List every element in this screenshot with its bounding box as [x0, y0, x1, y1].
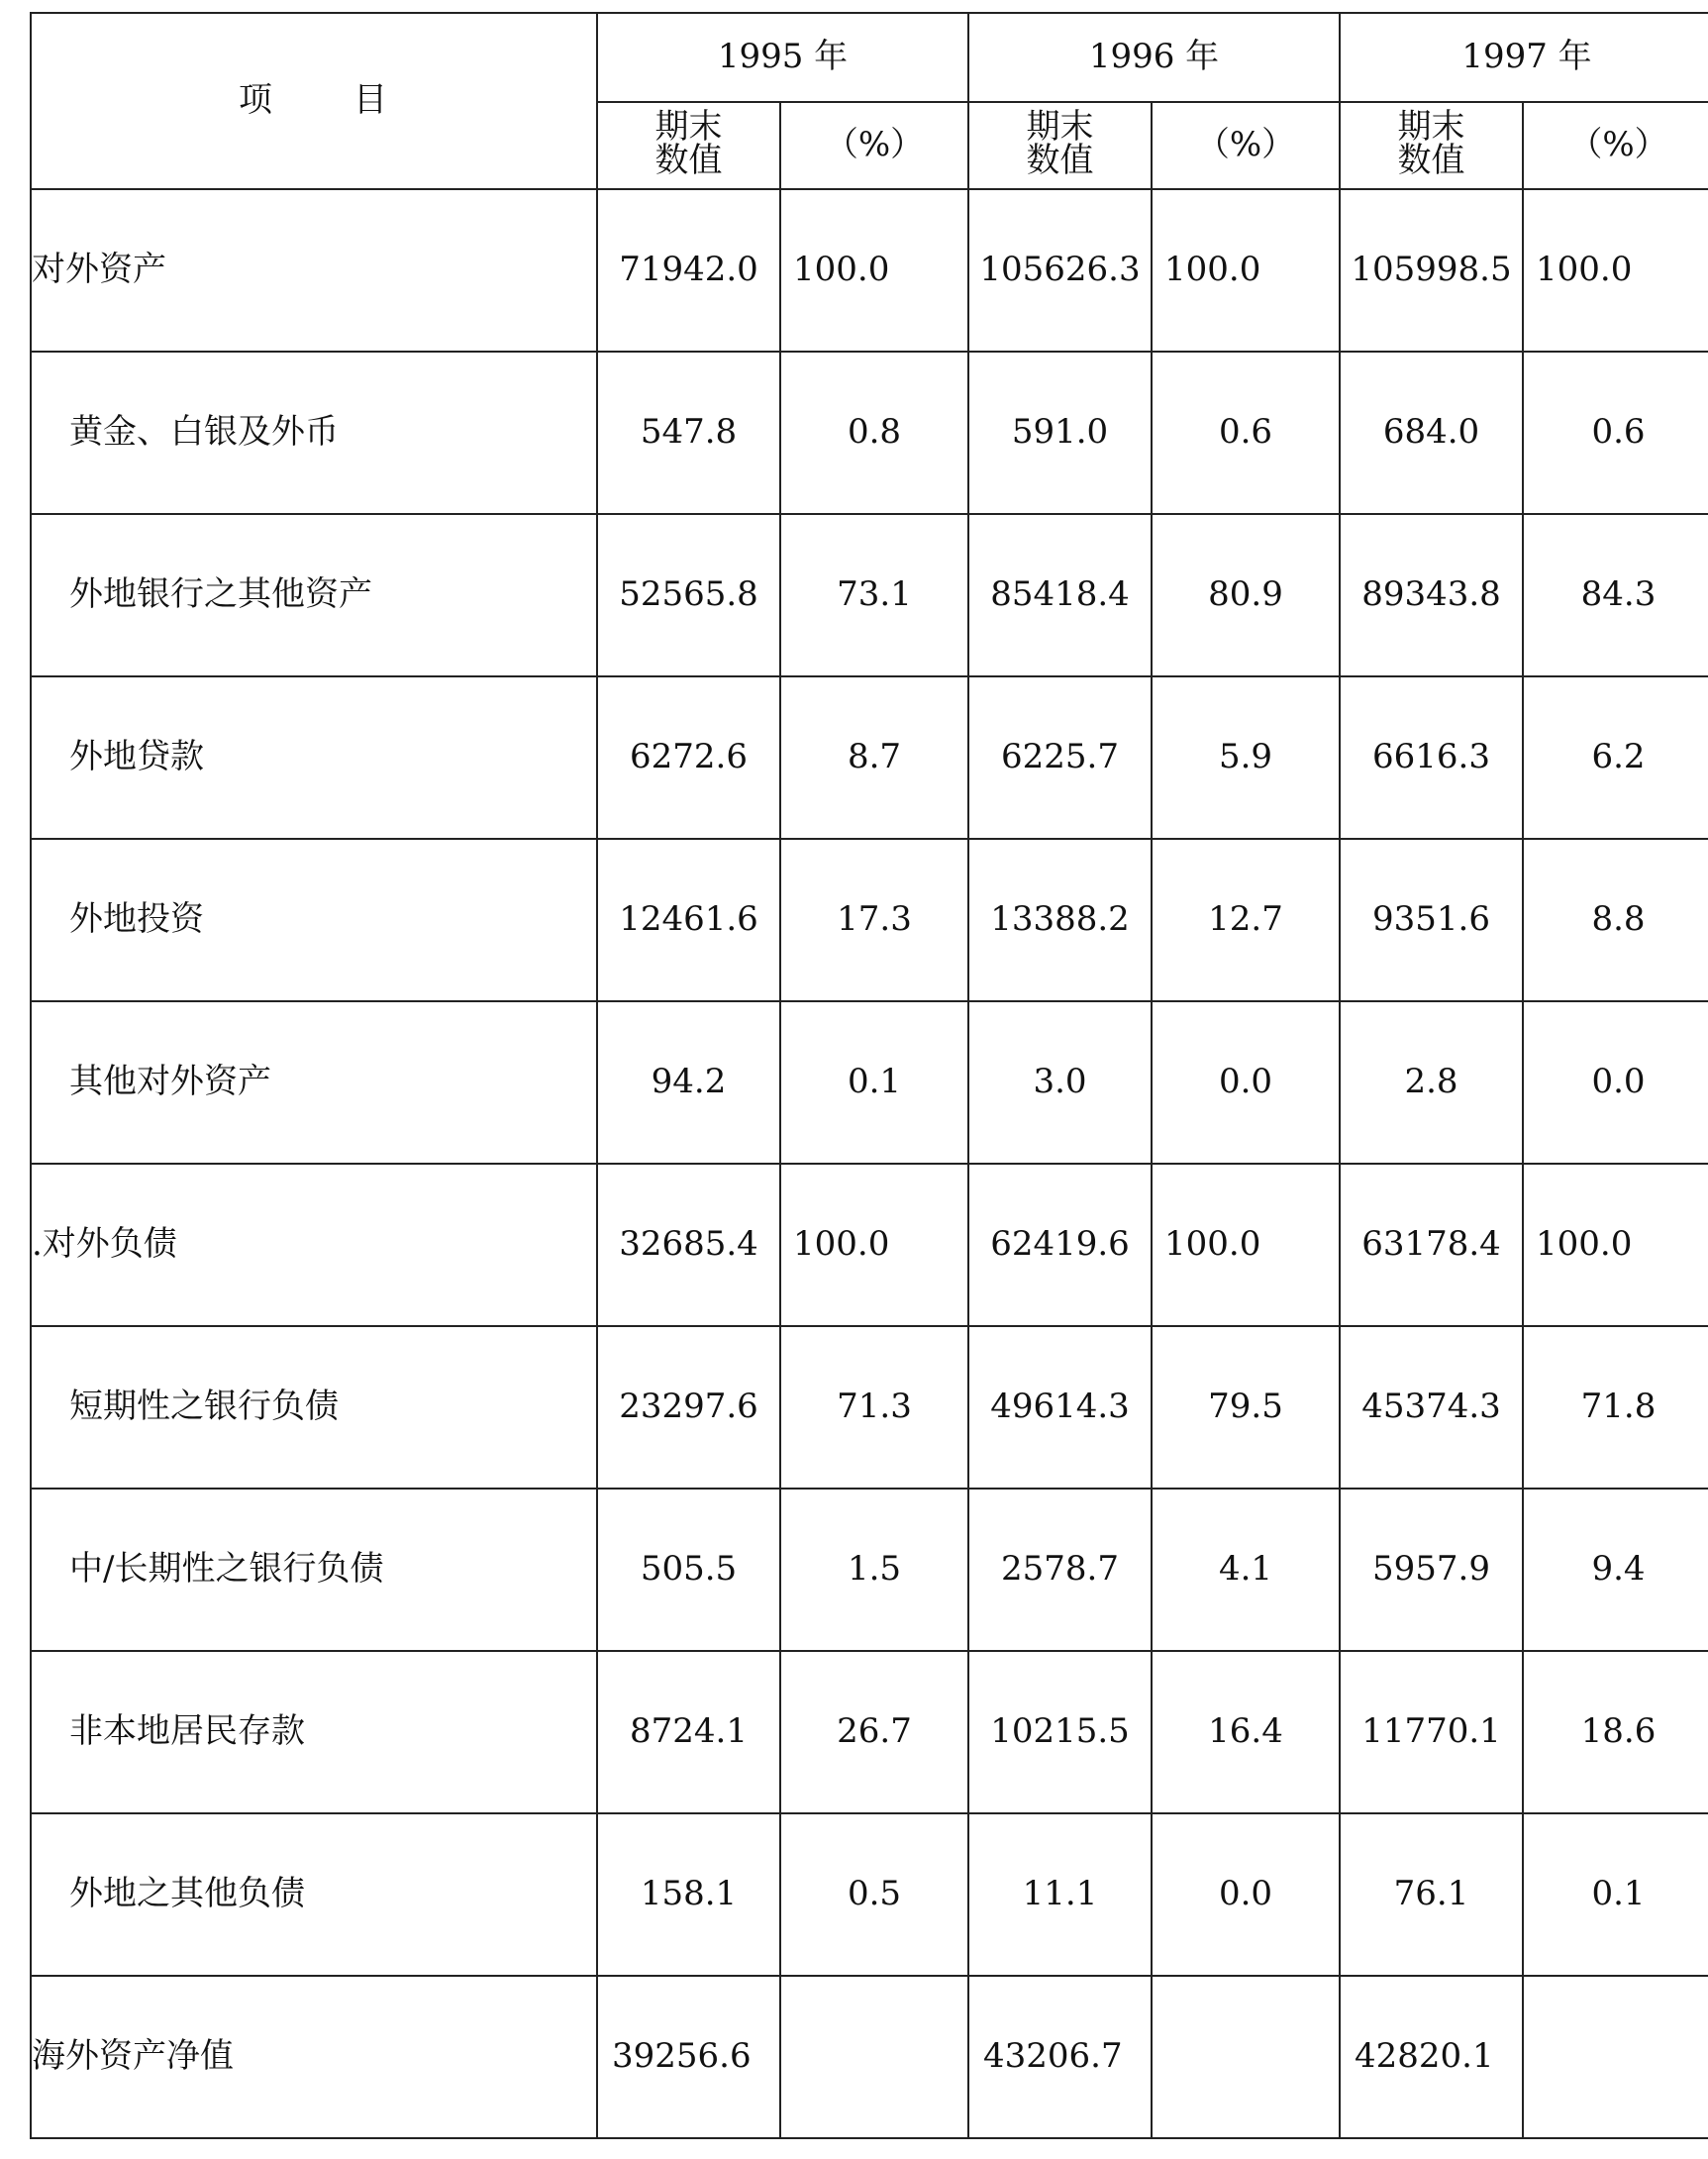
subheader-value-1996 [968, 102, 1152, 189]
subheader-value-1995 [597, 102, 780, 189]
pct-1997: 0.6 [1523, 352, 1708, 514]
pct-1997: 0.1 [1523, 1813, 1708, 1976]
value-1995: 71942.0 [597, 189, 780, 352]
value-1995: 158.1 [597, 1813, 780, 1976]
pct-1996: 16.4 [1152, 1651, 1340, 1813]
value-1996: 10215.5 [968, 1651, 1152, 1813]
value-1996: 6225.7 [968, 676, 1152, 839]
value-1995: 6272.6 [597, 676, 780, 839]
table-row [31, 676, 1708, 839]
value-1995: 12461.6 [597, 839, 780, 1001]
item-header-char-a: 项 [239, 80, 274, 121]
value-1997: 45374.3 [1340, 1326, 1523, 1489]
value-1995: 94.2 [597, 1001, 780, 1164]
value-1995: 505.5 [597, 1489, 780, 1651]
pct-1995: 17.3 [780, 839, 968, 1001]
year-header-1996: 1996 年 [968, 13, 1340, 102]
pct-1997 [1523, 1976, 1708, 2138]
value-1996: 2578.7 [968, 1489, 1152, 1651]
pct-1997: 8.8 [1523, 839, 1708, 1001]
value-1996: 13388.2 [968, 839, 1152, 1001]
subheader-value-bottom: 数值 [654, 141, 723, 181]
pct-1995: 0.5 [780, 1813, 968, 1976]
value-1996: 85418.4 [968, 514, 1152, 676]
value-1997: 6616.3 [1340, 676, 1523, 839]
table-row [31, 1651, 1708, 1813]
pct-1997: 6.2 [1523, 676, 1708, 839]
pct-1996: 0.0 [1152, 1813, 1340, 1976]
table-row [31, 1489, 1708, 1651]
table-row [31, 189, 1708, 352]
financial-table [30, 12, 1708, 2139]
value-1997: 89343.8 [1340, 514, 1523, 676]
pct-1995: 26.7 [780, 1651, 968, 1813]
value-1997: 63178.4 [1340, 1164, 1523, 1326]
year-header-1995: 1995 年 [597, 13, 968, 102]
pct-1997: 84.3 [1523, 514, 1708, 676]
value-1995: 52565.8 [597, 514, 780, 676]
pct-1995: 1.5 [780, 1489, 968, 1651]
pct-1995: 71.3 [780, 1326, 968, 1489]
value-1997: 2.8 [1340, 1001, 1523, 1164]
value-1997: 105998.5 [1340, 189, 1523, 352]
value-1997: 684.0 [1340, 352, 1523, 514]
value-1997: 76.1 [1340, 1813, 1523, 1976]
table-row [31, 352, 1708, 514]
pct-1995: 0.1 [780, 1001, 968, 1164]
value-1997: 11770.1 [1340, 1651, 1523, 1813]
row-label: 外地银行之其他资产 [31, 514, 597, 676]
row-label: 外地之其他负债 [31, 1813, 597, 1976]
subheader-value-top: 期末 [1026, 107, 1094, 148]
value-1997: 42820.1 [1340, 1976, 1523, 2138]
subheader-value-top: 期末 [654, 107, 723, 148]
row-label: 黄金、白银及外币 [31, 352, 597, 514]
row-label: 外地投资 [31, 839, 597, 1001]
value-1995: 23297.6 [597, 1326, 780, 1489]
pct-1997: 71.8 [1523, 1326, 1708, 1489]
pct-1995 [780, 1976, 968, 2138]
value-1996: 62419.6 [968, 1164, 1152, 1326]
subheader-value-bottom: 数值 [1026, 141, 1094, 181]
row-label: 非本地居民存款 [31, 1651, 597, 1813]
pct-1995: 73.1 [780, 514, 968, 676]
pct-1997: 18.6 [1523, 1651, 1708, 1813]
table-row [31, 514, 1708, 676]
subheader-pct-1997: （%） [1523, 102, 1708, 189]
pct-1995: 0.8 [780, 352, 968, 514]
pct-1996: 100.0 [1152, 189, 1340, 352]
table-row [31, 1326, 1708, 1489]
row-label: 短期性之银行负债 [31, 1326, 597, 1489]
table-row [31, 1001, 1708, 1164]
item-header-char-b: 目 [353, 80, 389, 121]
subheader-value-top: 期末 [1397, 107, 1465, 148]
pct-1995: 100.0 [780, 1164, 968, 1326]
value-1995: 32685.4 [597, 1164, 780, 1326]
pct-1997: 100.0 [1523, 189, 1708, 352]
value-1996: 3.0 [968, 1001, 1152, 1164]
subheader-value-bottom: 数值 [1397, 141, 1465, 181]
pct-1996: 12.7 [1152, 839, 1340, 1001]
value-1997: 9351.6 [1340, 839, 1523, 1001]
item-column-header [31, 13, 597, 189]
value-1996: 49614.3 [968, 1326, 1152, 1489]
subheader-pct-1996: （%） [1152, 102, 1340, 189]
pct-1995: 100.0 [780, 189, 968, 352]
pct-1996: 5.9 [1152, 676, 1340, 839]
row-label: 外地贷款 [31, 676, 597, 839]
pct-1996: 4.1 [1152, 1489, 1340, 1651]
pct-1995: 8.7 [780, 676, 968, 839]
subheader-value-1997 [1340, 102, 1523, 189]
value-1996: 11.1 [968, 1813, 1152, 1976]
header-row-years [31, 13, 1708, 102]
value-1995: 547.8 [597, 352, 780, 514]
table-row [31, 1164, 1708, 1326]
row-label: 海外资产净值 [31, 1976, 597, 2138]
value-1997: 5957.9 [1340, 1489, 1523, 1651]
pct-1996 [1152, 1976, 1340, 2138]
value-1996: 43206.7 [968, 1976, 1152, 2138]
pct-1997: 9.4 [1523, 1489, 1708, 1651]
value-1995: 8724.1 [597, 1651, 780, 1813]
value-1995: 39256.6 [597, 1976, 780, 2138]
subheader-pct-1995: （%） [780, 102, 968, 189]
pct-1996: 100.0 [1152, 1164, 1340, 1326]
year-header-1997: 1997 年 [1340, 13, 1708, 102]
value-1996: 591.0 [968, 352, 1152, 514]
table-row [31, 1813, 1708, 1976]
row-label: .对外负债 [31, 1164, 597, 1326]
pct-1996: 80.9 [1152, 514, 1340, 676]
pct-1996: 79.5 [1152, 1326, 1340, 1489]
pct-1996: 0.0 [1152, 1001, 1340, 1164]
row-label: 中/长期性之银行负债 [31, 1489, 597, 1651]
pct-1997: 100.0 [1523, 1164, 1708, 1326]
table-row [31, 839, 1708, 1001]
pct-1997: 0.0 [1523, 1001, 1708, 1164]
row-label: 对外资产 [31, 189, 597, 352]
value-1996: 105626.3 [968, 189, 1152, 352]
table-row [31, 1976, 1708, 2138]
pct-1996: 0.6 [1152, 352, 1340, 514]
row-label: 其他对外资产 [31, 1001, 597, 1164]
